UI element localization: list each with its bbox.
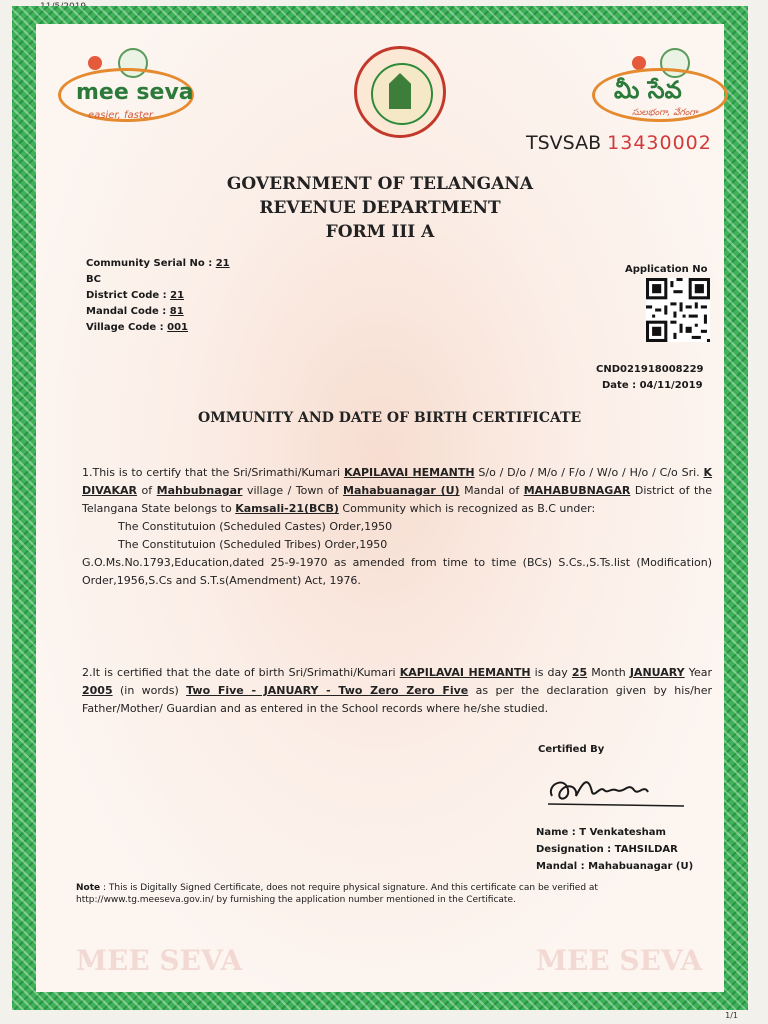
heading-form: FORM III A — [325, 222, 435, 242]
signatory-name: T Venkatesham — [579, 827, 666, 838]
birth-date-words: Two Five - JANUARY - Two Zero Zero Five — [186, 684, 469, 697]
signatory-mandal: Mahabuanagar (U) — [588, 861, 694, 872]
footer-watermark: MEE SEVA MEE SEVA — [76, 944, 703, 977]
serial-number: 13430002 — [607, 132, 712, 154]
mandal-code-value: 81 — [169, 306, 184, 317]
holder-name: KAPILAVAI HEMANTH — [399, 666, 531, 679]
signature-icon — [544, 764, 694, 814]
certification-paragraph-1: 1.This is to certify that the Sri/Srimathi/Kumari KAPILAVAI HEMANTH S/o / D/o / M/o / F/o / W/o / H/o / C/o Sri. K DIVAKAR of Mahbubnagar village / Town of Mahabuanagar (U) Mandal of MAHABUBNAGAR District of the Telangana State belongs to Kamsali-21(BCB) Community which is recognized as B.C under: The Constitutuion (Scheduled Castes) Order,1950 The Constitutuion (Scheduled Tribes) Order,1950 G.O.Ms.No.1793,Education,dated 25-9-1970 as amended from time to time (BCs) S.Cs.,S.Ts.list (Modification) Order,1956,S.Cs and S.T.s(Amendment) Act, 1976. — [82, 464, 712, 590]
community-category: BC — [86, 274, 101, 285]
community-name: Kamsali-21(BCB) — [235, 502, 339, 515]
heading-government: GOVERNMENT OF TELANGANA — [226, 174, 534, 194]
logo-tagline-telugu: సులభంగా, వేగంగా — [632, 108, 698, 118]
town-name: Mahabuanagar (U) — [343, 484, 460, 497]
holder-name: KAPILAVAI HEMANTH — [343, 466, 475, 479]
smiley-icon — [88, 56, 102, 70]
verification-note: Note : This is Digitally Signed Certificate, does not require physical signature. And this certificate can be verified at http://www.tg.meeseva.gov.in/ by furnishing the application number mentioned in the Certificate. — [76, 883, 598, 905]
birth-day: 25 — [571, 666, 588, 679]
order-sc: The Constitutuion (Scheduled Castes) Order,1950 — [118, 520, 393, 533]
qr-code-icon — [646, 278, 710, 342]
code-details: Community Serial No : 21 BC District Code : 21 Mandal Code : 81 Village Code : 001 — [86, 258, 230, 333]
mee-seva-logo-left — [58, 46, 198, 126]
application-number: CND021918008229 — [596, 364, 704, 375]
father-name: K DIVAKAR — [82, 466, 713, 497]
go-reference: G.O.Ms.No.1793,Education,dated 25-9-1970 as amended from time to time (BCs) S.Cs.,S.Ts.list (Modification) Order,1956,S.Cs and S.T.s(Amendment) Act, 1976. — [82, 556, 712, 587]
heading-department: REVENUE DEPARTMENT — [259, 198, 501, 218]
mandal-name: MAHABUBNAGAR — [523, 484, 631, 497]
certificate-paper — [36, 24, 724, 992]
birth-month: JANUARY — [629, 666, 685, 679]
mee-seva-logo-right — [592, 46, 732, 126]
certified-by-label: Certified By — [538, 744, 605, 755]
certificate-title: OMMUNITY AND DATE OF BIRTH CERTIFICATE — [198, 410, 582, 426]
village-code-value: 001 — [167, 322, 189, 333]
issue-date: Date : 04/11/2019 — [602, 380, 703, 391]
certification-paragraph-2: 2.It is certified that the date of birth Sri/Srimathi/Kumari KAPILAVAI HEMANTH is day 25 Month JANUARY Year 2005 (in words) Two Five - JANUARY - Two Zero Zero Five as per the declaration given by his/her Father/Mother/ Guardian and as entered in the School records where he/she studied. — [82, 666, 713, 715]
signatory-designation: TAHSILDAR — [614, 844, 678, 855]
logo-tagline: easier, faster — [88, 110, 154, 121]
village-name: Mahbubnagar — [156, 484, 243, 497]
district-code-value: 21 — [170, 290, 185, 301]
page-number: 1/1 — [725, 1011, 738, 1020]
application-no-label: Application No — [625, 264, 708, 275]
certificate-serial: TSVSAB 13430002 — [526, 132, 712, 154]
birth-year: 2005 — [82, 684, 113, 697]
certificate-border — [12, 6, 748, 1010]
signatory-details: Name : T Venkatesham Designation : TAHSILDAR Mandal : Mahabuanagar (U) — [536, 827, 694, 872]
order-st: The Constitutuion (Scheduled Tribes) Order,1950 — [118, 538, 388, 551]
logo-title: mee seva — [76, 80, 194, 105]
logo-title-telugu: మీ సేవ — [614, 76, 682, 104]
community-serial-value: 21 — [215, 258, 230, 269]
government-emblem-icon — [354, 46, 446, 138]
